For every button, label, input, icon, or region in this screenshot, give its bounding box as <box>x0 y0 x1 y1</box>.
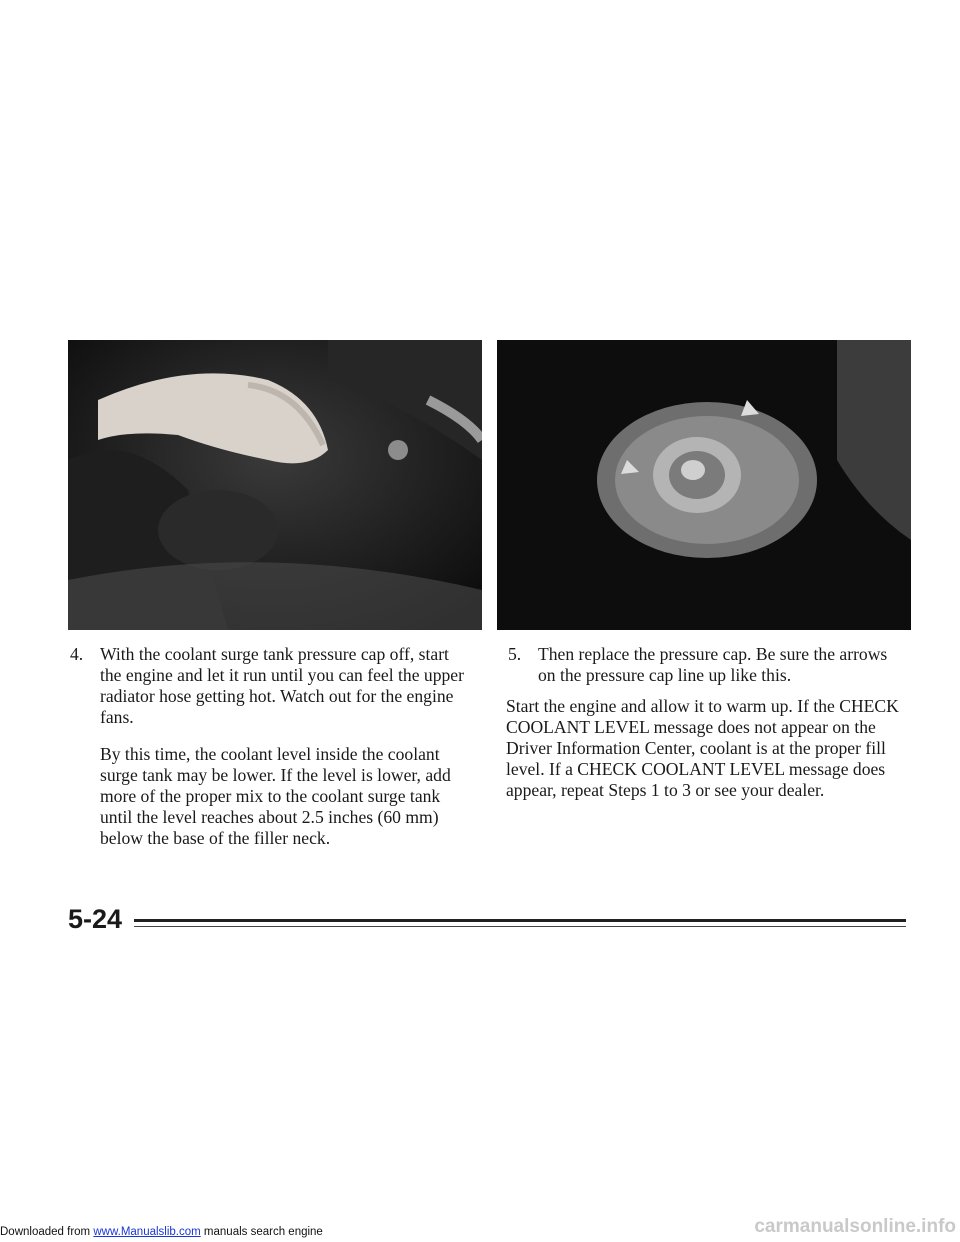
step-4 <box>68 644 468 728</box>
footer-rule-thin <box>134 926 906 927</box>
step-5-number: 5. <box>508 644 522 664</box>
step-5 <box>506 644 906 686</box>
watermark-text: carmanualsonline.info <box>754 1216 956 1237</box>
photo-pressure-cap <box>497 340 911 630</box>
step-4-followup: By this time, the coolant level inside the coolant surge tank may be lower. If the level is lower, add more of the proper mix to the coolant surge tank until the level reaches about 2.5 inches (60 mm) below the base of the filler neck. <box>100 744 451 848</box>
download-credit <box>0 1226 323 1238</box>
left-text-column <box>68 644 468 849</box>
page-number: 5-24 <box>68 904 123 934</box>
download-credit-prefix: Downloaded from <box>0 1226 91 1238</box>
download-credit-suffix: manuals search engine <box>203 1226 323 1238</box>
step-4-number: 4. <box>70 644 84 664</box>
right-text-column <box>506 644 906 801</box>
footer-rule-thick <box>134 919 906 922</box>
step-4-text: With the coolant surge tank pressure cap off, start the engine and let it run until you can feel the upper radiator hose getting hot. Watch out for the engine fans. <box>100 644 464 727</box>
photo-hand-on-hose <box>68 340 482 630</box>
step-5-text: Then replace the pressure cap. Be sure the arrows on the pressure cap line up like this. <box>538 644 888 685</box>
closing-paragraph: Start the engine and allow it to warm up. If the CHECK COOLANT LEVEL message does not appear on the Driver Information Center, coolant is at the proper fill level. If a CHECK COOLANT LEVEL message does appear, repeat Steps 1 to 3 or see your dealer. <box>506 696 899 800</box>
manualslib-link[interactable]: www.Manualslib.com <box>93 1226 201 1238</box>
